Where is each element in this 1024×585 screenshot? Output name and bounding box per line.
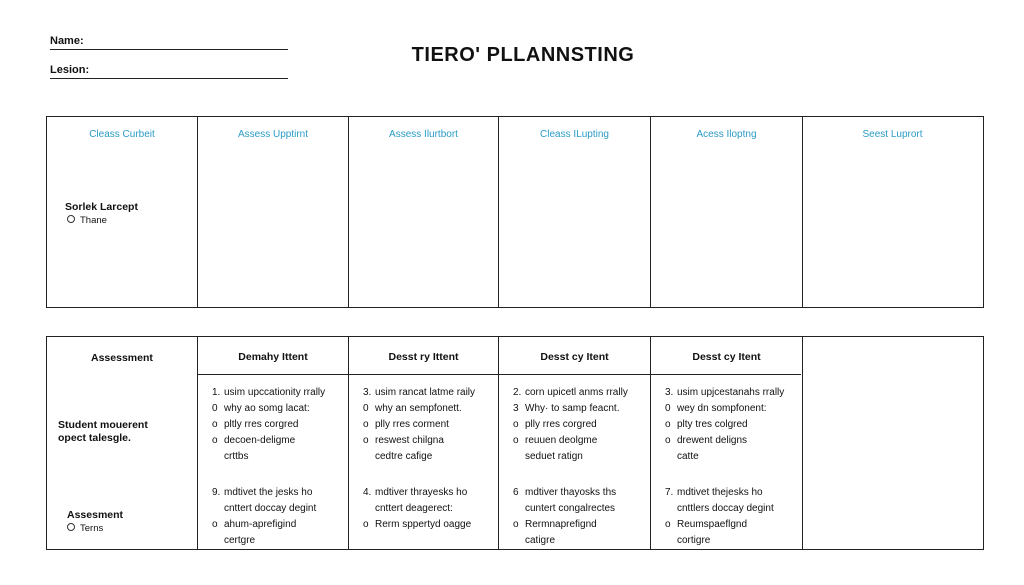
list-item [513, 517, 644, 533]
list-item [212, 401, 342, 417]
terms-bullet: Terns [67, 523, 103, 535]
list-item [513, 449, 644, 465]
item-marker: 1. [212, 387, 221, 398]
list-item [212, 485, 342, 501]
assessment-col-2 [348, 337, 498, 549]
item-text: Rermnaprefignd [525, 519, 597, 530]
list-item [363, 501, 492, 517]
item-marker: o [665, 419, 671, 430]
item-text: decoen-deligme [224, 435, 296, 446]
circle-bullet-icon [67, 215, 75, 223]
item-text: corn upicetl anms rrally [525, 387, 628, 398]
name-label: Name: [50, 35, 84, 47]
list-item [363, 517, 492, 533]
item-text: Why· to samp feacnt. [525, 403, 620, 414]
item-marker: o [212, 419, 218, 430]
item-text: usim upjcestanahs rrally [677, 387, 785, 398]
list-item [363, 401, 492, 417]
list-item [363, 417, 492, 433]
item-text: certgre [224, 535, 256, 546]
item-marker: o [513, 419, 519, 430]
list-item [665, 533, 796, 549]
list-item [665, 449, 796, 465]
assessment-label-col [47, 337, 197, 549]
item-list [212, 385, 342, 549]
assessment-col-header: Desst ry Ittent [388, 351, 459, 363]
row-bullet-thane: Thane [67, 215, 107, 227]
list-item [513, 417, 644, 433]
item-text: Reumspaeflgnd [677, 519, 748, 530]
item-text: mdtiver thayosks ths [525, 487, 617, 498]
top-planning-grid [46, 116, 984, 308]
item-text: crttbs [224, 451, 249, 462]
item-text: mdtivet the jesks ho [224, 487, 313, 498]
item-text: plty tres colgred [677, 419, 748, 430]
assessment-col-header: Desst cy Itent [692, 351, 761, 363]
item-marker: 2. [513, 387, 522, 398]
item-text: cortigre [677, 535, 711, 546]
item-text: reuuen deolgme [525, 435, 598, 446]
list-item [665, 501, 796, 517]
assessment-col-1 [197, 337, 348, 549]
list-item [513, 533, 644, 549]
item-marker: o [665, 435, 671, 446]
list-item [212, 501, 342, 517]
student-movement-label: Student mouerent opect talesgle. [58, 419, 148, 444]
item-marker: 3 [513, 403, 519, 414]
top-col-header: Cleass ILupting [540, 129, 609, 140]
item-text: catte [677, 451, 699, 462]
item-text: reswest chilgna [375, 435, 444, 446]
item-text: ahum-aprefigind [224, 519, 297, 530]
item-marker: 7. [665, 487, 674, 498]
item-marker: o [513, 435, 519, 446]
list-item [212, 385, 342, 401]
item-marker: o [665, 519, 671, 530]
item-text: plly rres corgred [525, 419, 597, 430]
list-item [212, 533, 342, 549]
item-marker: o [513, 519, 519, 530]
item-text: mdtiver thrayesks ho [375, 487, 468, 498]
item-text: cedtre cafige [375, 451, 433, 462]
assesment-label: Assesment [67, 509, 124, 521]
top-col-1 [47, 117, 197, 307]
item-text: seduet ratign [525, 451, 583, 462]
list-item [212, 449, 342, 465]
list-item [665, 485, 796, 501]
item-list [363, 385, 492, 533]
item-list [665, 385, 796, 549]
item-marker: 4. [363, 487, 372, 498]
assessment-col-4 [650, 337, 802, 549]
item-list [513, 385, 644, 549]
top-col-6 [802, 117, 982, 307]
item-text: drewent deligns [677, 435, 748, 446]
lesion-line[interactable] [50, 78, 288, 79]
item-text: plly rres corment [375, 419, 449, 430]
top-col-3 [348, 117, 498, 307]
top-col-header: Acess Iloptng [696, 129, 757, 140]
item-text: cuntert congalrectes [525, 503, 616, 514]
assessment-col-empty [802, 337, 982, 549]
top-col-2 [197, 117, 348, 307]
list-item [212, 517, 342, 533]
top-col-header: Assess Ilurtbort [389, 129, 458, 140]
item-marker: 0 [665, 403, 671, 414]
top-col-5 [650, 117, 802, 307]
list-item [212, 417, 342, 433]
top-col-header: Seest Luprort [862, 129, 923, 140]
list-item [513, 433, 644, 449]
top-col-header: Assess Upptirnt [237, 129, 309, 140]
item-text: Rerm sppertyd oagge [375, 519, 472, 530]
item-text: usim upccationity rrally [224, 387, 326, 398]
list-item [513, 501, 644, 517]
item-text: cnttlers doccay degint [677, 503, 774, 514]
list-item [665, 433, 796, 449]
list-item [513, 401, 644, 417]
list-item [363, 449, 492, 465]
list-item [363, 385, 492, 401]
item-text: why ao somg lacat: [224, 403, 310, 414]
item-marker: 0 [363, 403, 369, 414]
assessment-grid [46, 336, 984, 550]
list-item [513, 485, 644, 501]
item-text: catigre [525, 535, 556, 546]
item-text: cnttert doccay degint [224, 503, 317, 514]
assessment-col-3 [498, 337, 650, 549]
item-marker: o [212, 519, 218, 530]
item-text: why an sempfonett. [375, 403, 462, 414]
item-marker: 3. [363, 387, 372, 398]
item-marker: 6 [513, 487, 519, 498]
item-text: pltly rres corgred [224, 419, 299, 430]
item-text: mdtivet thejesks ho [677, 487, 763, 498]
item-text: cnttert deagerect: [375, 503, 453, 514]
item-marker: o [212, 435, 218, 446]
list-item [212, 433, 342, 449]
assessment-col-header: Desst cy Itent [540, 351, 609, 363]
list-item [513, 385, 644, 401]
list-item [363, 433, 492, 449]
item-marker: 0 [212, 403, 218, 414]
row-label-concept: Sorlek Larcept [65, 201, 138, 213]
list-item [363, 485, 492, 501]
assessment-header: Assessment [91, 352, 153, 364]
top-col-header: Cleass Curbeit [89, 129, 155, 140]
item-text: usim rancat latme raily [375, 387, 476, 398]
item-marker: 9. [212, 487, 221, 498]
item-marker: 3. [665, 387, 674, 398]
item-marker: o [363, 519, 369, 530]
list-item [665, 517, 796, 533]
circle-bullet-icon [67, 523, 75, 531]
list-item [665, 417, 796, 433]
lesion-label: Lesion: [50, 64, 90, 76]
assessment-col-header: Demahy Ittent [238, 351, 308, 363]
page-title: TIERO' PLLANNSTING [411, 44, 635, 66]
item-text: wey dn sompfonent: [677, 403, 767, 414]
top-col-4 [498, 117, 650, 307]
list-item [665, 401, 796, 417]
list-item [665, 385, 796, 401]
item-marker: o [363, 435, 369, 446]
item-marker: o [363, 419, 369, 430]
